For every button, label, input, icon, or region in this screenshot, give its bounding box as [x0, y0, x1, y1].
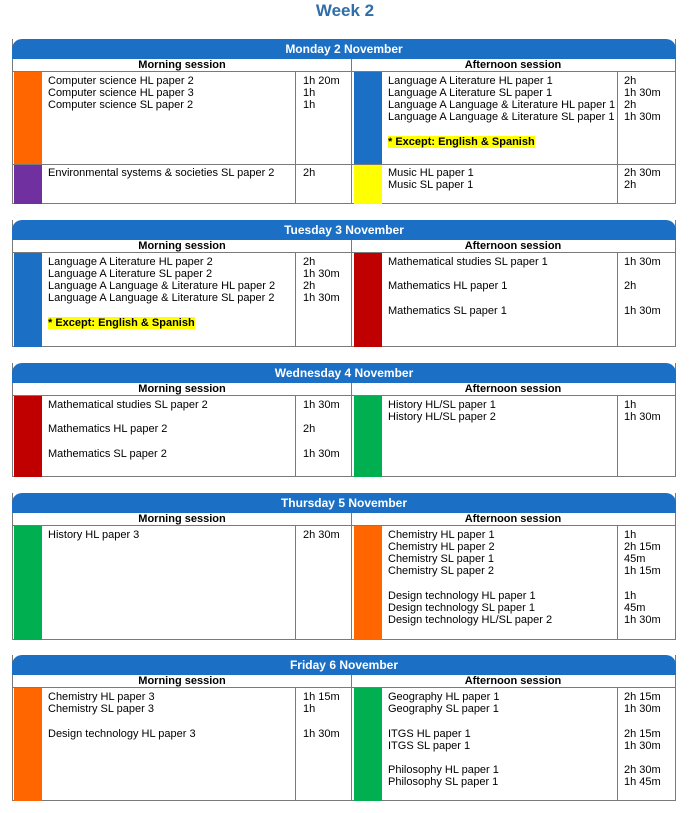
exam-subject: Mathematics HL paper 2: [48, 423, 168, 435]
exam-duration: 1h 30m: [303, 448, 340, 460]
row-divider: [351, 164, 675, 165]
exam-subject: Chemistry HL paper 2: [388, 541, 495, 553]
exam-duration: 1h 30m: [303, 268, 340, 280]
exam-subject: Language A Language & Literature SL paper 2: [48, 292, 275, 304]
column-divider: [617, 688, 618, 801]
exam-duration: 45m: [624, 553, 646, 565]
exam-subject: Environmental systems & societies SL paper 2: [48, 167, 275, 179]
exam-duration: 2h: [303, 256, 316, 268]
afternoon-session-header: Afternoon session: [351, 675, 675, 688]
exam-subject: Language A Literature SL paper 2: [48, 268, 213, 280]
exam-subject: Music HL paper 1: [388, 167, 474, 179]
exception-note: * Except: English & Spanish: [388, 136, 535, 148]
subject-color-bar: [14, 253, 42, 347]
exam-subject: Geography HL paper 1: [388, 691, 500, 703]
subject-color-bar: [354, 526, 382, 640]
exam-duration: 2h: [303, 167, 316, 179]
subject-color-bar: [354, 396, 382, 477]
exam-duration: 1h: [303, 99, 316, 111]
exam-duration: 1h: [624, 399, 637, 411]
exam-subject: Chemistry HL paper 1: [388, 529, 495, 541]
exam-duration: 1h 30m: [624, 740, 661, 752]
exam-subject: Mathematics SL paper 1: [388, 305, 507, 317]
session-divider: [351, 240, 352, 347]
exam-duration: 1h 30m: [624, 703, 661, 715]
morning-session-header: Morning session: [13, 513, 351, 526]
column-divider: [617, 253, 618, 347]
exam-subject: Computer science HL paper 2: [48, 75, 194, 87]
column-divider: [617, 164, 618, 204]
day-header: Monday 2 November: [12, 39, 676, 59]
exam-duration: 2h 30m: [624, 167, 661, 179]
exam-subject: Mathematics HL paper 1: [388, 280, 508, 292]
exam-subject: Music SL paper 1: [388, 179, 474, 191]
exam-duration: 2h: [303, 280, 316, 292]
exam-duration: 1h: [303, 87, 316, 99]
exam-duration: 1h: [303, 703, 316, 715]
exam-duration: 2h: [624, 75, 637, 87]
subject-color-bar: [354, 164, 382, 204]
morning-session-header: Morning session: [13, 240, 351, 253]
exam-duration: 1h 30m: [303, 292, 340, 304]
exam-duration: 1h 30m: [624, 614, 661, 626]
exam-duration: 2h 15m: [624, 691, 661, 703]
exam-duration: 2h: [624, 99, 637, 111]
exam-duration: 1h: [624, 590, 637, 602]
exam-subject: History HL/SL paper 2: [388, 411, 496, 423]
page-title: Week 2: [315, 1, 375, 20]
subject-color-bar: [14, 688, 42, 801]
afternoon-session-header: Afternoon session: [351, 240, 675, 253]
exam-subject: Design technology SL paper 1: [388, 602, 535, 614]
subject-color-bar: [354, 72, 382, 164]
exam-duration: 1h 30m: [624, 256, 661, 268]
exam-duration: 2h 30m: [303, 529, 340, 541]
exam-subject: Design technology HL paper 3: [48, 728, 196, 740]
exam-subject: Language A Literature HL paper 1: [388, 75, 553, 87]
exam-subject: Design technology HL paper 1: [388, 590, 536, 602]
exam-subject: Computer science SL paper 2: [48, 99, 194, 111]
subject-color-bar: [14, 526, 42, 640]
exam-duration: 2h: [303, 423, 316, 435]
subject-color-bar: [354, 688, 382, 801]
exam-duration: 1h 30m: [624, 411, 661, 423]
session-divider: [351, 513, 352, 640]
exam-subject: Mathematical studies SL paper 2: [48, 399, 208, 411]
exam-subject: Chemistry SL paper 2: [388, 565, 494, 577]
exam-subject: Language A Language & Literature HL paper 2: [48, 280, 276, 292]
subject-color-bar: [354, 253, 382, 347]
column-divider: [295, 72, 296, 164]
exam-duration: 1h 30m: [303, 728, 340, 740]
exam-subject: Philosophy SL paper 1: [388, 776, 499, 788]
exam-duration: 1h 30m: [624, 87, 661, 99]
exam-subject: History HL/SL paper 1: [388, 399, 496, 411]
morning-session-header: Morning session: [13, 675, 351, 688]
column-divider: [295, 253, 296, 347]
exam-subject: Chemistry SL paper 3: [48, 703, 154, 715]
exam-subject: ITGS SL paper 1: [388, 740, 471, 752]
exam-duration: 2h: [624, 179, 637, 191]
row-divider: [13, 164, 351, 165]
exam-subject: Mathematical studies SL paper 1: [388, 256, 548, 268]
exam-subject: Design technology HL/SL paper 2: [388, 614, 553, 626]
afternoon-session-header: Afternoon session: [351, 513, 675, 526]
day-block: [12, 39, 676, 204]
exam-duration: 2h 30m: [624, 764, 661, 776]
exam-duration: 2h: [624, 280, 637, 292]
exam-duration: 1h 30m: [624, 305, 661, 317]
exam-subject: Language A Language & Literature SL paper 1: [388, 111, 615, 123]
exam-duration: 1h 15m: [624, 565, 661, 577]
day-block: [12, 493, 676, 640]
exam-subject: History HL paper 3: [48, 529, 140, 541]
exam-subject: Geography SL paper 1: [388, 703, 499, 715]
session-divider: [351, 675, 352, 801]
exam-subject: Chemistry HL paper 3: [48, 691, 155, 703]
exam-subject: Language A Literature SL paper 1: [388, 87, 553, 99]
column-divider: [295, 526, 296, 640]
exam-duration: 1h: [624, 529, 637, 541]
exam-duration: 1h 45m: [624, 776, 661, 788]
exam-duration: 2h 15m: [624, 541, 661, 553]
exam-subject: Computer science HL paper 3: [48, 87, 194, 99]
subject-color-bar: [14, 72, 42, 164]
exception-note: * Except: English & Spanish: [48, 317, 195, 329]
exam-subject: Language A Literature HL paper 2: [48, 256, 213, 268]
exam-subject: Language A Language & Literature HL paper 1: [388, 99, 616, 111]
exam-subject: Chemistry SL paper 1: [388, 553, 494, 565]
subject-color-bar: [14, 396, 42, 477]
day-header: Friday 6 November: [12, 655, 676, 675]
exam-duration: 2h 15m: [624, 728, 661, 740]
afternoon-session-header: Afternoon session: [351, 383, 675, 396]
exam-duration: 1h 30m: [303, 399, 340, 411]
exam-subject: ITGS HL paper 1: [388, 728, 471, 740]
exam-duration: 1h 30m: [624, 111, 661, 123]
exam-duration: 45m: [624, 602, 646, 614]
day-block: [12, 220, 676, 347]
column-divider: [617, 72, 618, 164]
day-block: [12, 655, 676, 801]
column-divider: [617, 396, 618, 477]
subject-color-bar: [14, 164, 42, 204]
day-header: Tuesday 3 November: [12, 220, 676, 240]
day-block: [12, 363, 676, 477]
day-header: Wednesday 4 November: [12, 363, 676, 383]
exam-duration: 1h 15m: [303, 691, 340, 703]
day-header: Thursday 5 November: [12, 493, 676, 513]
exam-subject: Mathematics SL paper 2: [48, 448, 167, 460]
column-divider: [295, 396, 296, 477]
morning-session-header: Morning session: [13, 59, 351, 72]
session-divider: [351, 383, 352, 477]
column-divider: [295, 688, 296, 801]
afternoon-session-header: Afternoon session: [351, 59, 675, 72]
morning-session-header: Morning session: [13, 383, 351, 396]
exam-duration: 1h 20m: [303, 75, 340, 87]
exam-subject: Philosophy HL paper 1: [388, 764, 499, 776]
column-divider: [617, 526, 618, 640]
column-divider: [295, 164, 296, 204]
session-divider: [351, 59, 352, 204]
